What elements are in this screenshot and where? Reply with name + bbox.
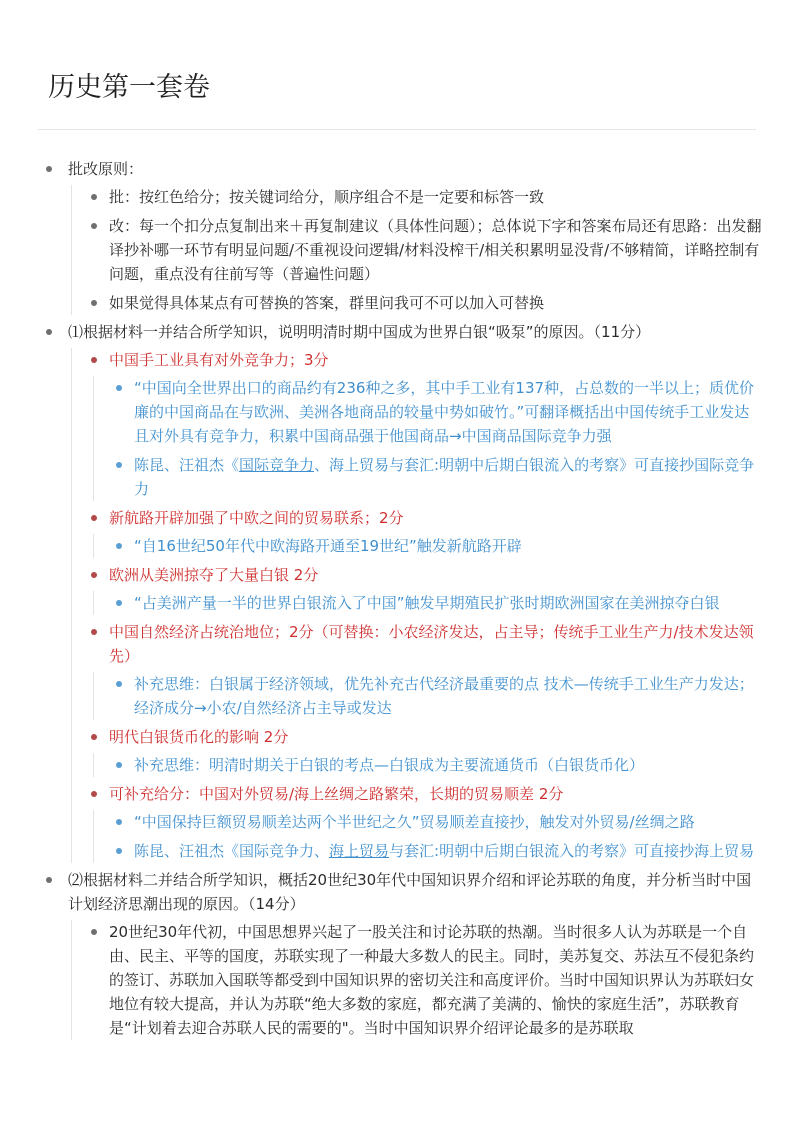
scoring-notes [93, 376, 764, 501]
scoring-note [116, 672, 764, 720]
principles-label: 批改原则： [68, 160, 144, 178]
scoring-notes [93, 810, 764, 863]
scoring-note-text: 补充思维：明清时期关于白银的考点—白银成为主要流通货币（白银货币化） [134, 756, 645, 774]
page-title: 历史第一套卷 [48, 72, 210, 103]
scoring-point-text: 欧洲从美洲掠夺了大量白银 2分 [109, 566, 319, 584]
scoring-point [91, 563, 764, 615]
citation-suffix: 与套汇:明朝中后期白银流入的考察》可直接抄海上贸易 [389, 842, 755, 860]
bullet-dot [116, 543, 122, 549]
scoring-note [116, 839, 764, 863]
bullet-dot [91, 300, 97, 306]
citation-prefix: 陈昆、汪祖杰《 [134, 456, 240, 474]
scoring-note-text: 补充思维：白银属于经济领域，优先补充古代经济最重要的点 技术—传统手工业生产力发达；经济成分→小农/自然经济占主导或发达 [134, 675, 754, 717]
question-1-text: ⑴根据材料一并结合所学知识，说明明清时期中国成为世界白银“吸泵”的原因。（11分） [68, 323, 651, 341]
bullet-dot [91, 194, 97, 200]
bullet-dot [46, 166, 52, 172]
scoring-point-text: 可补充给分：中国对外贸易/海上丝绸之路繁荣，长期的贸易顺差 2分 [109, 785, 564, 803]
question-2-answers [71, 920, 764, 1040]
scoring-note [116, 753, 764, 777]
scoring-note [116, 810, 764, 834]
scoring-note [116, 534, 764, 558]
scoring-note [116, 591, 764, 615]
scoring-note-text: “自16世纪50年代中欧海路开通至19世纪”触发新航路开辟 [134, 537, 522, 555]
principle-text: 批：按红色给分；按关键词给分，顺序组合不是一定要和标答一致 [109, 188, 545, 206]
principle-item [91, 291, 764, 315]
bullet-dot [116, 819, 122, 825]
citation-highlight: 海上贸易 [329, 842, 390, 860]
bullet-dot [116, 848, 122, 854]
principle-text: 如果觉得具体某点有可替换的答案，群里问我可不可以加入可替换 [109, 294, 545, 312]
scoring-notes [93, 591, 764, 615]
question-1-points [71, 348, 764, 863]
scoring-note-text: “中国保持巨额贸易顺差达两个半世纪之久”贸易顺差直接抄，触发对外贸易/丝绸之路 [134, 813, 695, 831]
scoring-point-text: 新航路开辟加强了中欧之间的贸易联系；2分 [109, 509, 404, 527]
bullet-dot [46, 329, 52, 335]
answer-item [91, 920, 764, 1040]
question-2-text: ⑵根据材料二并结合所学知识，概括20世纪30年代中国知识界介绍和评论苏联的角度，并分析当时中国计划经济思潮出现的原因。（14分） [68, 871, 752, 913]
scoring-note-text: “占美洲产量一半的世界白银流入了中国”触发早期殖民扩张时期欧洲国家在美洲掠夺白银 [134, 594, 720, 612]
bullet-dot [91, 515, 97, 521]
scoring-notes [93, 534, 764, 558]
bullet-dot [91, 223, 97, 229]
principle-text: 改：每一个扣分点复制出来＋再复制建议（具体性问题）；总体说下字和答案布局还有思路：出发翻译抄补哪一环节有明显问题/不重视设问逻辑/材料没榨干/相关积累明显没背/不够精简，详略控制有问题，重点没有往前写等（普遍性问题） [109, 217, 762, 283]
citation-prefix: 陈昆、汪祖杰《国际竞争力、 [134, 842, 330, 860]
scoring-note [116, 453, 764, 501]
bullet-dot [116, 681, 122, 687]
bullet-dot [116, 600, 122, 606]
bullet-dot [91, 572, 97, 578]
scoring-point [91, 348, 764, 501]
citation-suffix: 、海上贸易与套汇:明朝中后期白银流入的考察》可直接抄国际竞争力 [134, 456, 755, 498]
bullet-dot [91, 734, 97, 740]
scoring-point-text: 明代白银货币化的影响 2分 [109, 728, 289, 746]
answer-text: 20世纪30年代初，中国思想界兴起了一股关注和讨论苏联的热潮。当时很多人认为苏联是一个自由、民主、平等的国度，苏联实现了一种最大多数人的民主。同时，美苏复交、苏法互不侵犯条约的签订、苏联加入国联等都受到中国知识界的密切关注和高度评价。当时中国知识界认为苏联妇女地位有较大提高，并认为苏联“绝大多数的家庭，都充满了美满的、愉快的家庭生活”，苏联教育是“计划着去迎合苏联人民的需要的"。当时中国知识界介绍评论最多的是苏联取 [109, 923, 755, 1037]
scoring-note [116, 376, 764, 448]
principles-item [44, 157, 764, 315]
principle-item [91, 185, 764, 209]
principles-list [71, 185, 764, 315]
bullet-dot [116, 385, 122, 391]
scoring-point [91, 782, 764, 863]
outline-root [44, 157, 764, 1040]
question-1-item [44, 320, 764, 863]
scoring-point [91, 620, 764, 720]
scoring-point [91, 725, 764, 777]
bullet-dot [91, 929, 97, 935]
scoring-point-text: 中国自然经济占统治地位；2分（可替换：小农经济发达，占主导；传统手工业生产力/技术发达领先） [109, 623, 754, 665]
bullet-dot [116, 462, 122, 468]
citation-highlight: 国际竞争力 [239, 456, 315, 474]
title-divider [38, 129, 756, 130]
scoring-note-text [134, 453, 764, 501]
scoring-note-text [134, 839, 764, 863]
bullet-dot [91, 791, 97, 797]
scoring-point [91, 506, 764, 558]
principle-item [91, 214, 764, 286]
bullet-dot [91, 629, 97, 635]
bullet-dot [46, 877, 52, 883]
question-2-item [44, 868, 764, 1040]
bullet-dot [116, 762, 122, 768]
scoring-note-text: “中国向全世界出口的商品约有236种之多，其中手工业有137种，占总数的一半以上；质优价廉的中国商品在与欧洲、美洲各地商品的较量中势如破竹。”可翻译概括出中国传统手工业发达且对外具有竞争力，积累中国商品强于他国商品→中国商品国际竞争力强 [134, 379, 755, 445]
scoring-notes [93, 753, 764, 777]
bullet-dot [91, 357, 97, 363]
scoring-point-text: 中国手工业具有对外竞争力；3分 [109, 351, 329, 369]
scoring-notes [93, 672, 764, 720]
